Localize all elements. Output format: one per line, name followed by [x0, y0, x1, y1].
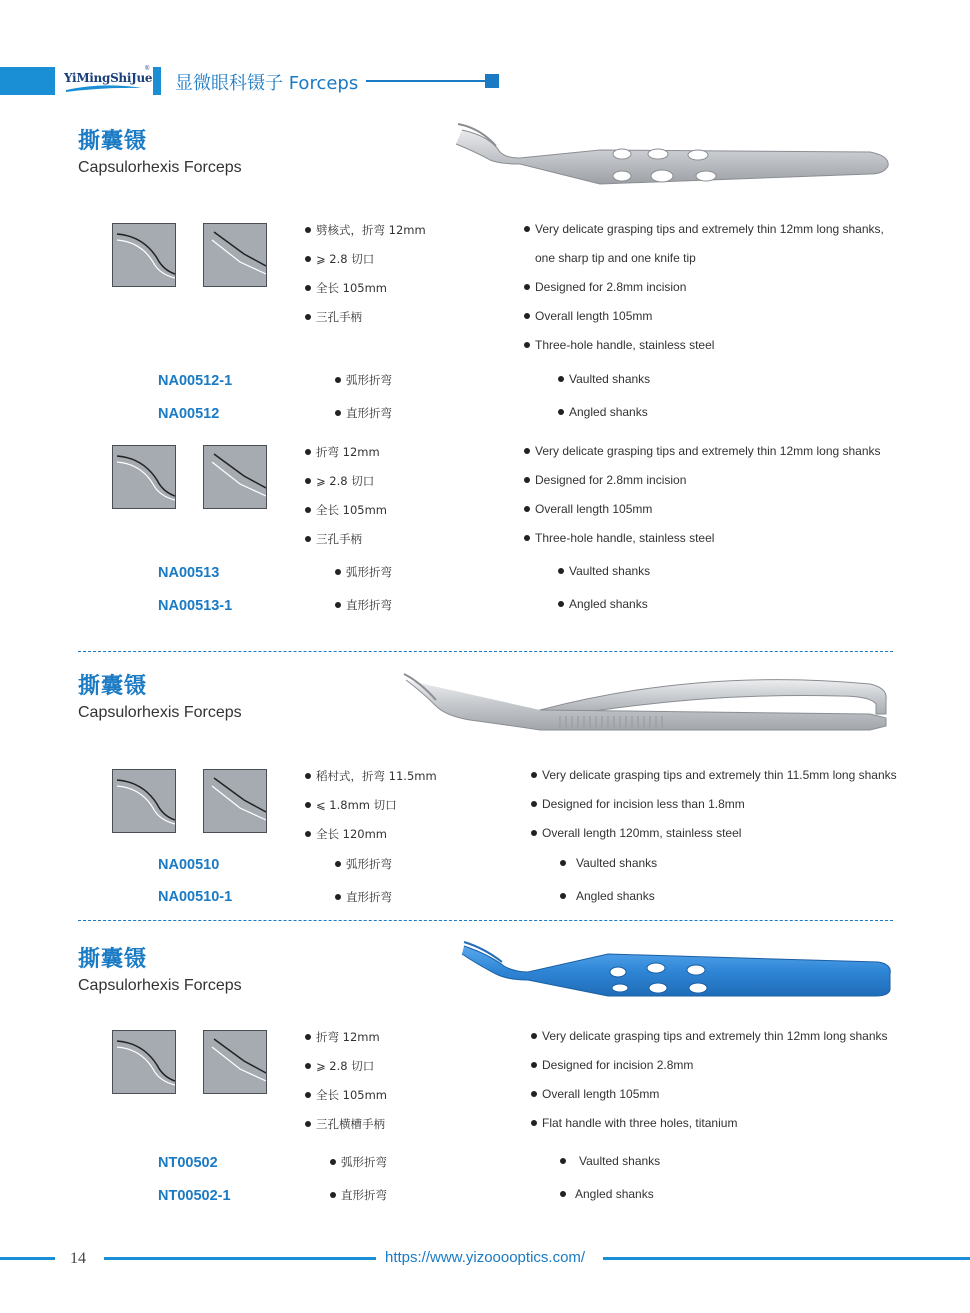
variant-zh: 弧形折弯 [335, 564, 392, 580]
page-title: 显微眼科镊子 Forceps [175, 73, 359, 94]
spec-zh: 全长 105mm [305, 502, 387, 518]
bullet-icon [531, 772, 537, 778]
page-number: 14 [70, 1250, 86, 1267]
spec-zh: ⩾ 2.8 切口 [305, 1058, 374, 1074]
spec-en: Very delicate grasping tips and extremely thin 12mm long shanks [531, 1029, 888, 1043]
spec-zh: 全长 120mm [305, 826, 387, 842]
bullet-icon [305, 1121, 311, 1127]
product-code: NT00502-1 [158, 1188, 231, 1204]
forceps-stainless-three-hole-image [450, 122, 895, 192]
tip-thumbnail-vaulted [112, 445, 176, 509]
section-title-en: Capsulorhexis Forceps [78, 159, 242, 176]
variant-en: Angled shanks [558, 597, 648, 611]
variant-en: Vaulted shanks [560, 856, 657, 870]
bullet-icon [305, 802, 311, 808]
variant-zh: 弧形折弯 [330, 1154, 387, 1170]
logo-registered-mark: ® [145, 66, 150, 72]
section-title-zh: 撕囊镊 [78, 947, 148, 972]
tip-thumbnail-angled [203, 769, 267, 833]
bullet-icon [560, 860, 566, 866]
bullet-icon [335, 569, 341, 575]
spec-zh: 全长 105mm [305, 1087, 387, 1103]
bullet-icon [335, 377, 341, 383]
section-title-en: Capsulorhexis Forceps [78, 977, 242, 994]
bullet-icon [560, 893, 566, 899]
spec-zh: 折弯 12mm [305, 444, 380, 460]
variant-en: Vaulted shanks [558, 564, 650, 578]
bullet-icon [335, 602, 341, 608]
variant-zh: 弧形折弯 [335, 372, 392, 388]
spec-en: Designed for incision 2.8mm [531, 1058, 693, 1072]
bullet-icon [558, 568, 564, 574]
logo-swoosh-icon [64, 84, 144, 94]
variant-zh: 弧形折弯 [335, 856, 392, 872]
product-code: NA00512 [158, 406, 220, 422]
variant-en: Angled shanks [558, 405, 648, 419]
variant-zh: 直形折弯 [330, 1187, 387, 1203]
bullet-icon [305, 1063, 311, 1069]
bullet-icon [531, 1120, 537, 1126]
section-divider [78, 651, 893, 652]
tip-thumbnail-angled [203, 223, 267, 287]
spec-zh: 劈核式，折弯 12mm [305, 222, 426, 238]
bullet-icon [524, 226, 530, 232]
spec-en: one sharp tip and one knife tip [535, 251, 696, 265]
tip-thumbnail-vaulted [112, 223, 176, 287]
header-divider [153, 67, 161, 95]
spec-en: Three-hole handle, stainless steel [524, 531, 714, 545]
bullet-icon [305, 1092, 311, 1098]
bullet-icon [524, 284, 530, 290]
spec-en: Very delicate grasping tips and extremely thin 12mm long shanks, [524, 222, 884, 236]
product-code: NT00502 [158, 1155, 218, 1171]
product-code: NA00510-1 [158, 889, 233, 905]
footer-rule-middle [104, 1257, 376, 1260]
bullet-icon [305, 256, 311, 262]
bullet-icon [305, 449, 311, 455]
spec-en: Overall length 105mm [524, 502, 652, 516]
bullet-icon [524, 448, 530, 454]
section-title-en: Capsulorhexis Forceps [78, 704, 242, 721]
variant-zh: 直形折弯 [335, 889, 392, 905]
bullet-icon [558, 376, 564, 382]
spec-en: Three-hole handle, stainless steel [524, 338, 714, 352]
spec-zh: ⩾ 2.8 切口 [305, 473, 374, 489]
spec-en: Designed for incision less than 1.8mm [531, 797, 745, 811]
bullet-icon [305, 314, 311, 320]
spec-en: Very delicate grasping tips and extremely thin 11.5mm long shanks [531, 768, 897, 782]
bullet-icon [524, 313, 530, 319]
forceps-spring-handle-image [400, 670, 895, 745]
header-rule [366, 80, 488, 82]
bullet-icon [531, 1062, 537, 1068]
footer-rule-right [603, 1257, 970, 1260]
bullet-icon [558, 601, 564, 607]
bullet-icon [305, 478, 311, 484]
header-square-marker [485, 74, 499, 88]
spec-zh: 折弯 12mm [305, 1029, 380, 1045]
bullet-icon [335, 861, 341, 867]
header-accent-bar [0, 67, 55, 95]
footer-rule-left [0, 1257, 55, 1260]
bullet-icon [305, 773, 311, 779]
bullet-icon [305, 285, 311, 291]
spec-en: Overall length 105mm [524, 309, 652, 323]
bullet-icon [335, 894, 341, 900]
bullet-icon [305, 227, 311, 233]
bullet-icon [560, 1158, 566, 1164]
tip-thumbnail-angled [203, 1030, 267, 1094]
spec-en: Overall length 105mm [531, 1087, 659, 1101]
section-title-zh: 撕囊镊 [78, 129, 148, 154]
logo-text: YiMingShiJue [64, 71, 153, 85]
spec-en: Overall length 120mm, stainless steel [531, 826, 741, 840]
spec-zh: ⩾ 2.8 切口 [305, 251, 374, 267]
tip-thumbnail-vaulted [112, 769, 176, 833]
bullet-icon [560, 1191, 566, 1197]
spec-zh: 三孔横槽手柄 [305, 1116, 385, 1132]
bullet-icon [305, 831, 311, 837]
spec-zh: 三孔手柄 [305, 309, 362, 325]
bullet-icon [335, 410, 341, 416]
variant-en: Angled shanks [560, 889, 655, 903]
spec-en: Very delicate grasping tips and extremely thin 12mm long shanks [524, 444, 881, 458]
bullet-icon [524, 506, 530, 512]
section-divider [78, 920, 893, 921]
variant-zh: 直形折弯 [335, 405, 392, 421]
bullet-icon [330, 1159, 336, 1165]
bullet-icon [305, 1034, 311, 1040]
variant-en: Vaulted shanks [560, 1154, 660, 1168]
bullet-icon [531, 801, 537, 807]
spec-en: Designed for 2.8mm incision [524, 280, 686, 294]
bullet-icon [524, 535, 530, 541]
bullet-icon [558, 409, 564, 415]
variant-en: Angled shanks [560, 1187, 654, 1201]
product-code: NA00510 [158, 857, 220, 873]
bullet-icon [531, 830, 537, 836]
spec-zh: 稻村式，折弯 11.5mm [305, 768, 437, 784]
section-title-zh: 撕囊镊 [78, 674, 148, 699]
bullet-icon [330, 1192, 336, 1198]
spec-zh: 全长 105mm [305, 280, 387, 296]
bullet-icon [524, 342, 530, 348]
spec-zh: 三孔手柄 [305, 531, 362, 547]
tip-thumbnail-angled [203, 445, 267, 509]
spec-en: Flat handle with three holes, titanium [531, 1116, 737, 1130]
product-code: NA00512-1 [158, 373, 233, 389]
bullet-icon [531, 1091, 537, 1097]
bullet-icon [531, 1033, 537, 1039]
bullet-icon [305, 507, 311, 513]
product-code: NA00513-1 [158, 598, 233, 614]
website-link[interactable]: https://www.yizooooptics.com/ [385, 1249, 586, 1266]
spec-en: Designed for 2.8mm incision [524, 473, 686, 487]
variant-en: Vaulted shanks [558, 372, 650, 386]
tip-thumbnail-vaulted [112, 1030, 176, 1094]
bullet-icon [524, 477, 530, 483]
spec-zh: ⩽ 1.8mm 切口 [305, 797, 397, 813]
bullet-icon [305, 536, 311, 542]
variant-zh: 直形折弯 [335, 597, 392, 613]
product-code: NA00513 [158, 565, 220, 581]
forceps-titanium-blue-image [458, 940, 895, 1002]
